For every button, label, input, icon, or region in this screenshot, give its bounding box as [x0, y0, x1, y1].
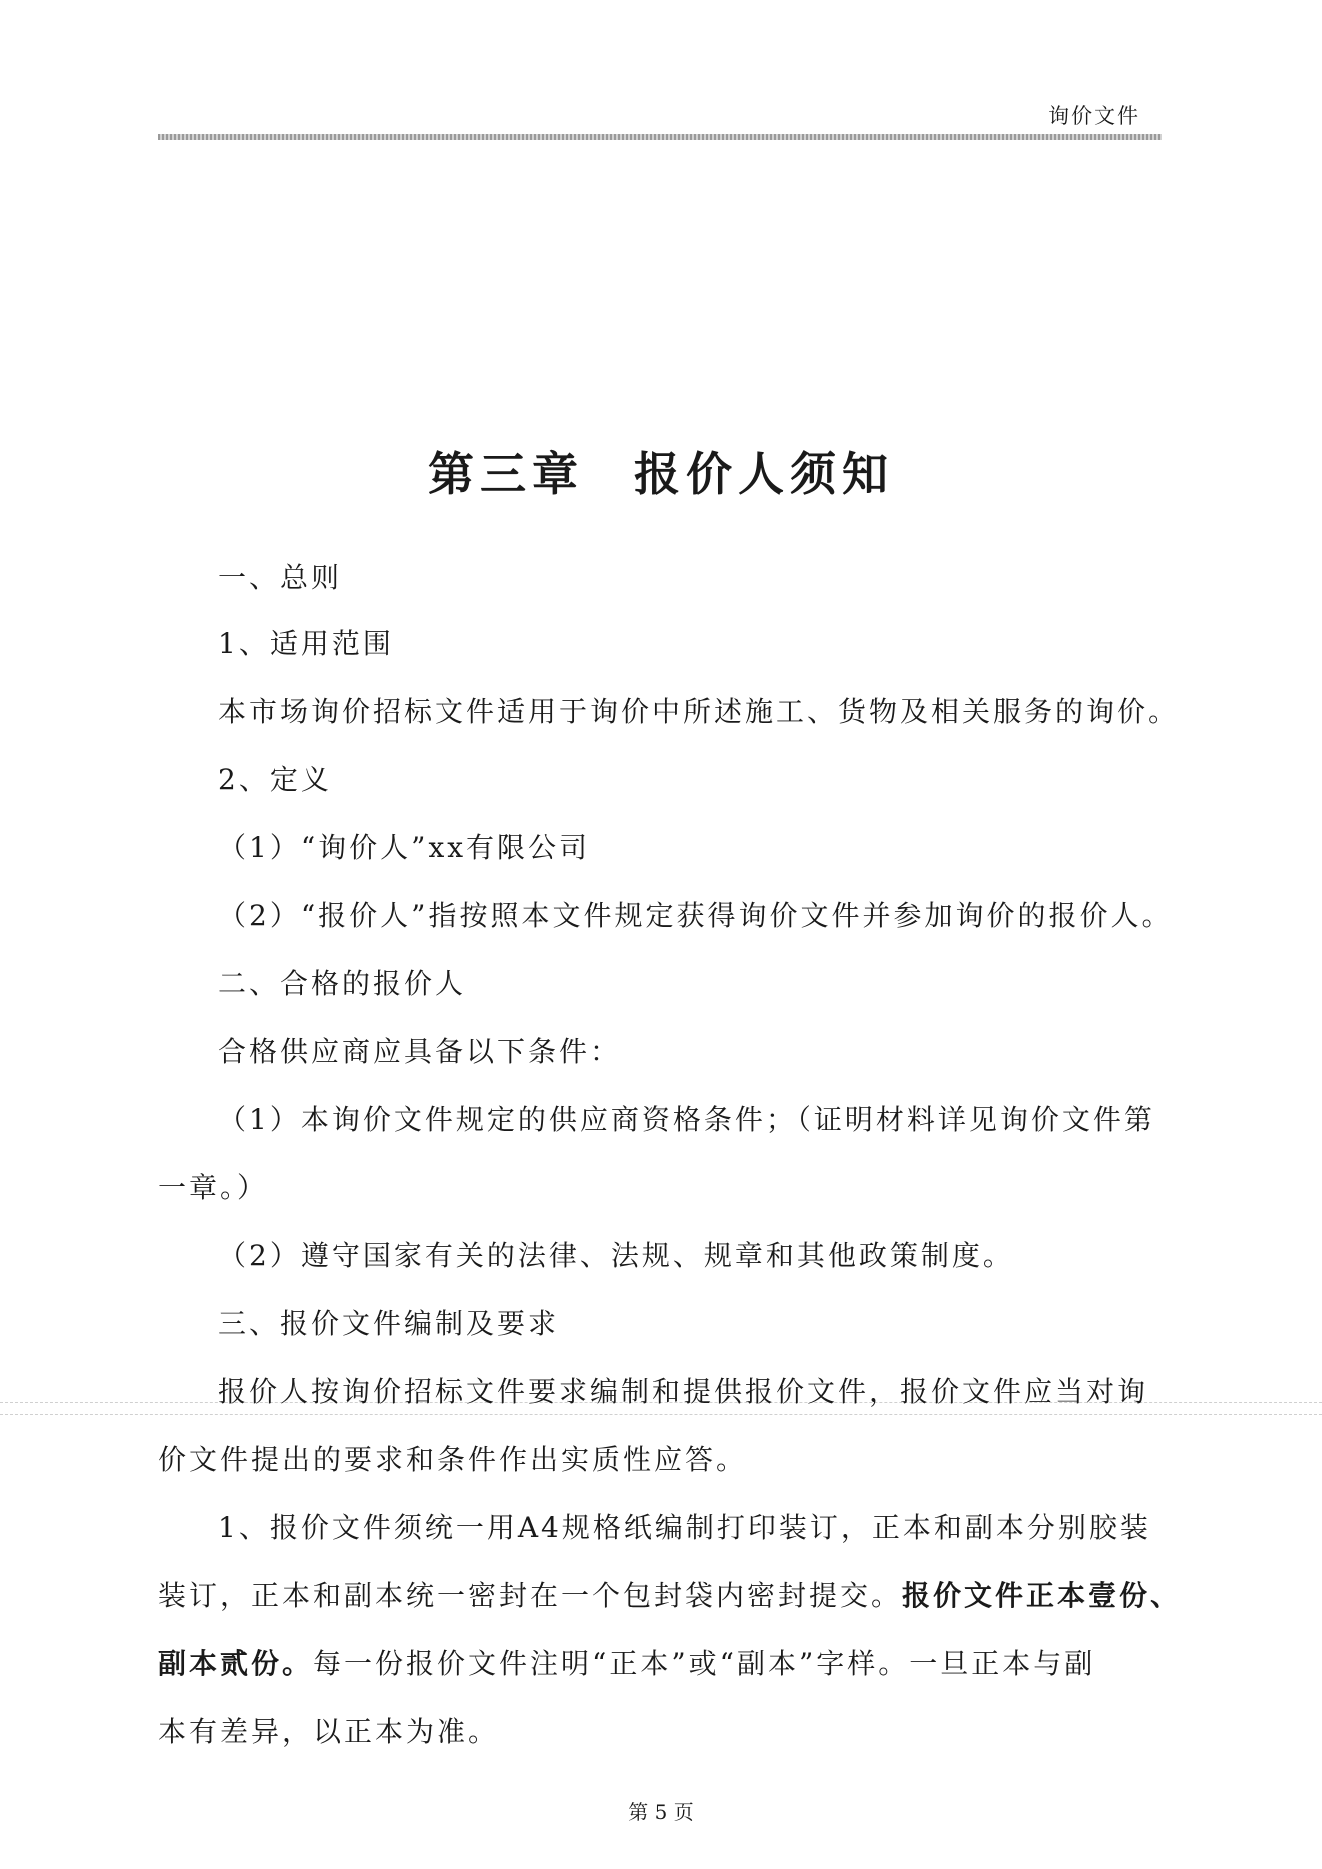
requirement-1-marking-text: 每一份报价文件注明“正本”或“副本”字样。一旦正本与副: [313, 1647, 1096, 1680]
requirement-1-line-1: 1、报价文件须统一用A4规格纸编制打印装订，正本和副本分别胶装: [218, 1511, 1151, 1544]
subsection-1-1-text: 本市场询价招标文件适用于询价中所述施工、货物及相关服务的询价。: [218, 695, 1180, 728]
section-3-para-line-2: 价文件提出的要求和条件作出实质性应答。: [158, 1443, 748, 1476]
subsection-1-1-heading: 1、适用范围: [218, 627, 394, 660]
requirement-1-bold-text: 报价文件正本壹份、: [902, 1579, 1182, 1612]
chapter-title: [0, 438, 1322, 504]
header-divider: [158, 134, 1162, 140]
definition-item-2: （2）“报价人”指按照本文件规定获得询价文件并参加询价的报价人。: [218, 899, 1173, 932]
section-1-heading: 一、总则: [218, 561, 343, 594]
chapter-name: 报价人须知: [634, 447, 894, 501]
condition-item-1-line-2: 一章。）: [158, 1171, 269, 1204]
subsection-1-2-heading: 2、定义: [218, 763, 332, 796]
condition-item-1-line-1: （1）本询价文件规定的供应商资格条件；（证明材料详见询价文件第: [218, 1103, 1155, 1136]
condition-item-2: （2）遵守国家有关的法律、法规、规章和其他政策制度。: [218, 1239, 1014, 1272]
chapter-number: 第三章: [428, 447, 584, 501]
definition-item-1: （1）“询价人”xx有限公司: [218, 831, 591, 864]
requirement-1-line-2: [158, 1574, 1181, 1614]
requirement-1-plain-text: 装订，正本和副本统一密封在一个包封袋内密封提交。: [158, 1579, 903, 1612]
requirement-1-line-3: [158, 1642, 1095, 1682]
page-number: 第 5 页: [628, 1800, 694, 1824]
document-header-title: 询价文件: [1048, 104, 1140, 128]
section-3-heading: 三、报价文件编制及要求: [218, 1307, 560, 1340]
scan-artifact-line: [0, 1414, 1322, 1415]
requirement-1-line-4: 本有差异，以正本为准。: [158, 1715, 500, 1748]
section-2-intro: 合格供应商应具备以下条件：: [218, 1035, 622, 1068]
section-3-para-line-1: 报价人按询价招标文件要求编制和提供报价文件，报价文件应当对询: [218, 1375, 1149, 1408]
requirement-1-bold-copies: 副本贰份。: [158, 1647, 314, 1680]
section-2-heading: 二、合格的报价人: [218, 967, 467, 1000]
